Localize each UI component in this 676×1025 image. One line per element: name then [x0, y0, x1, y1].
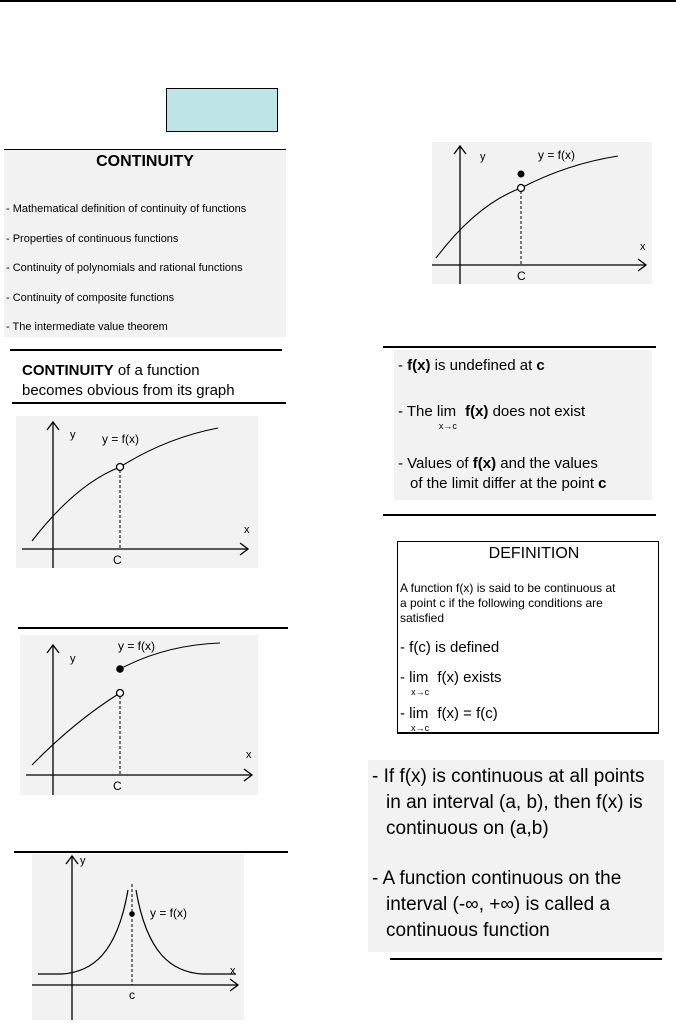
definition-title: DEFINITION [488, 545, 580, 562]
definition-text [400, 581, 615, 626]
interval-p2-l2: interval (-∞, +∞) is called a [386, 894, 611, 915]
definition-text-3: satisfied [400, 611, 445, 625]
graph-asymptote-c-label: c [129, 988, 135, 1002]
graph-removable-fx-label: y = f(x) [538, 148, 576, 162]
reason2-lim-sub: x→c [438, 421, 457, 431]
interval-p2-l1: - A function continuous on the [372, 868, 622, 889]
reason3-b: and the values [496, 455, 598, 472]
graph-asymptote-fx-label: y = f(x) [150, 906, 188, 920]
reason2-bold: f(x) [465, 403, 489, 420]
condition-limit-equals [400, 704, 498, 733]
reason-undefined [398, 356, 545, 376]
intro-bold: CONTINUITY [22, 362, 114, 379]
graph-removable-panel [432, 142, 652, 284]
intro-top-rule [10, 349, 282, 351]
reason1-c: c [536, 357, 545, 374]
definition-box [397, 541, 659, 734]
graph-jump [20, 635, 258, 795]
reason3-a: - Values of [398, 455, 473, 472]
interval-p1-l2: in an interval (a, b), then f(x) is [386, 792, 643, 813]
outline-item-3: - Continuity of polynomials and rational functions [6, 262, 243, 274]
graph-jump-y-label: y [70, 653, 76, 665]
reason1-mid: is undefined at [430, 357, 537, 374]
top-rule [0, 0, 676, 2]
reasons-panel [394, 350, 652, 500]
graph-hole-y-label: y [70, 429, 76, 441]
intro-line2: becomes obvious from its graph [22, 382, 235, 399]
graph-hole-fx-label: y = f(x) [102, 432, 140, 446]
interval-para-1 [372, 764, 644, 842]
reason3-c: c [598, 475, 607, 492]
interval-p1-l1: - If f(x) is continuous at all points [372, 766, 645, 787]
intro-text [22, 361, 235, 401]
graph-hole-c-label: C [113, 553, 122, 567]
outline-item-1: - Mathematical definition of continuity of functions [6, 203, 247, 215]
reason-values [398, 454, 607, 494]
interval-p1-l3: continuous on (a,b) [386, 818, 549, 839]
graph-asymptote-y-label: y [80, 855, 86, 867]
intro-bottom-rule [12, 402, 286, 404]
graph-removable-y-label: y [480, 151, 486, 163]
cond2-lim: lim [409, 669, 429, 686]
outline-item-4: - Continuity of composite functions [6, 292, 175, 304]
condition-limit-exists [400, 668, 502, 697]
definition-text-1: A function f(x) is said to be continuous at [400, 581, 616, 595]
cond3-rest: f(x) = f(c) [433, 705, 498, 722]
intro-rest: of a function [113, 362, 200, 379]
definition-text-2: a point c if the following conditions are [400, 596, 603, 610]
graph-hole [16, 416, 258, 568]
graph-asymptote [32, 854, 244, 1020]
graph-removable [432, 142, 652, 284]
reason2-lim: lim [436, 403, 457, 420]
reason3-bold: f(x) [472, 455, 497, 472]
continuity-title: CONTINUITY [96, 153, 194, 170]
graph-hole-panel [16, 416, 258, 568]
graph-asymptote-x-label: x [230, 965, 236, 977]
cond2-prefix: - [400, 669, 410, 686]
cond2-rest: f(x) exists [433, 669, 502, 686]
graph-asymptote-top-rule [14, 851, 288, 853]
reason2-rest: does not exist [488, 403, 586, 420]
graph-removable-c-label: C [517, 269, 526, 283]
continuity-outline [4, 149, 286, 337]
graph-hole-x-label: x [244, 524, 250, 536]
interval-panel [368, 760, 664, 952]
reason1-prefix: - [398, 357, 408, 374]
reason3-c-text: of the limit differ at the point [410, 475, 599, 492]
interval-para-2 [372, 866, 621, 944]
graph-jump-fx-label: y = f(x) [118, 639, 156, 653]
cond2-lim-sub: x→c [411, 687, 430, 697]
reasons-bottom-rule [383, 514, 656, 516]
reason2-prefix: - The [398, 403, 437, 420]
title-placeholder-box [166, 88, 278, 132]
reason-limit [398, 402, 586, 431]
reason1-bold: f(x) [407, 357, 431, 374]
graph-jump-x-label: x [246, 749, 252, 761]
cond3-prefix: - [400, 705, 410, 722]
interval-bottom-rule [390, 958, 662, 960]
graph-removable-x-label: x [640, 241, 646, 253]
outline-item-5: - The intermediate value theorem [6, 321, 168, 333]
graph-jump-top-rule [18, 627, 288, 629]
cond3-lim-sub: x→c [411, 723, 430, 733]
graph-asymptote-panel [32, 854, 244, 1020]
cond3-lim: lim [409, 705, 429, 722]
graph-jump-panel [20, 635, 258, 795]
interval-p2-l3: continuous function [386, 920, 550, 941]
condition-defined: - f(c) is defined [400, 639, 500, 656]
outline-item-2: - Properties of continuous functions [6, 233, 179, 245]
graph-jump-c-label: C [113, 779, 122, 793]
reasons-top-rule [383, 346, 656, 348]
